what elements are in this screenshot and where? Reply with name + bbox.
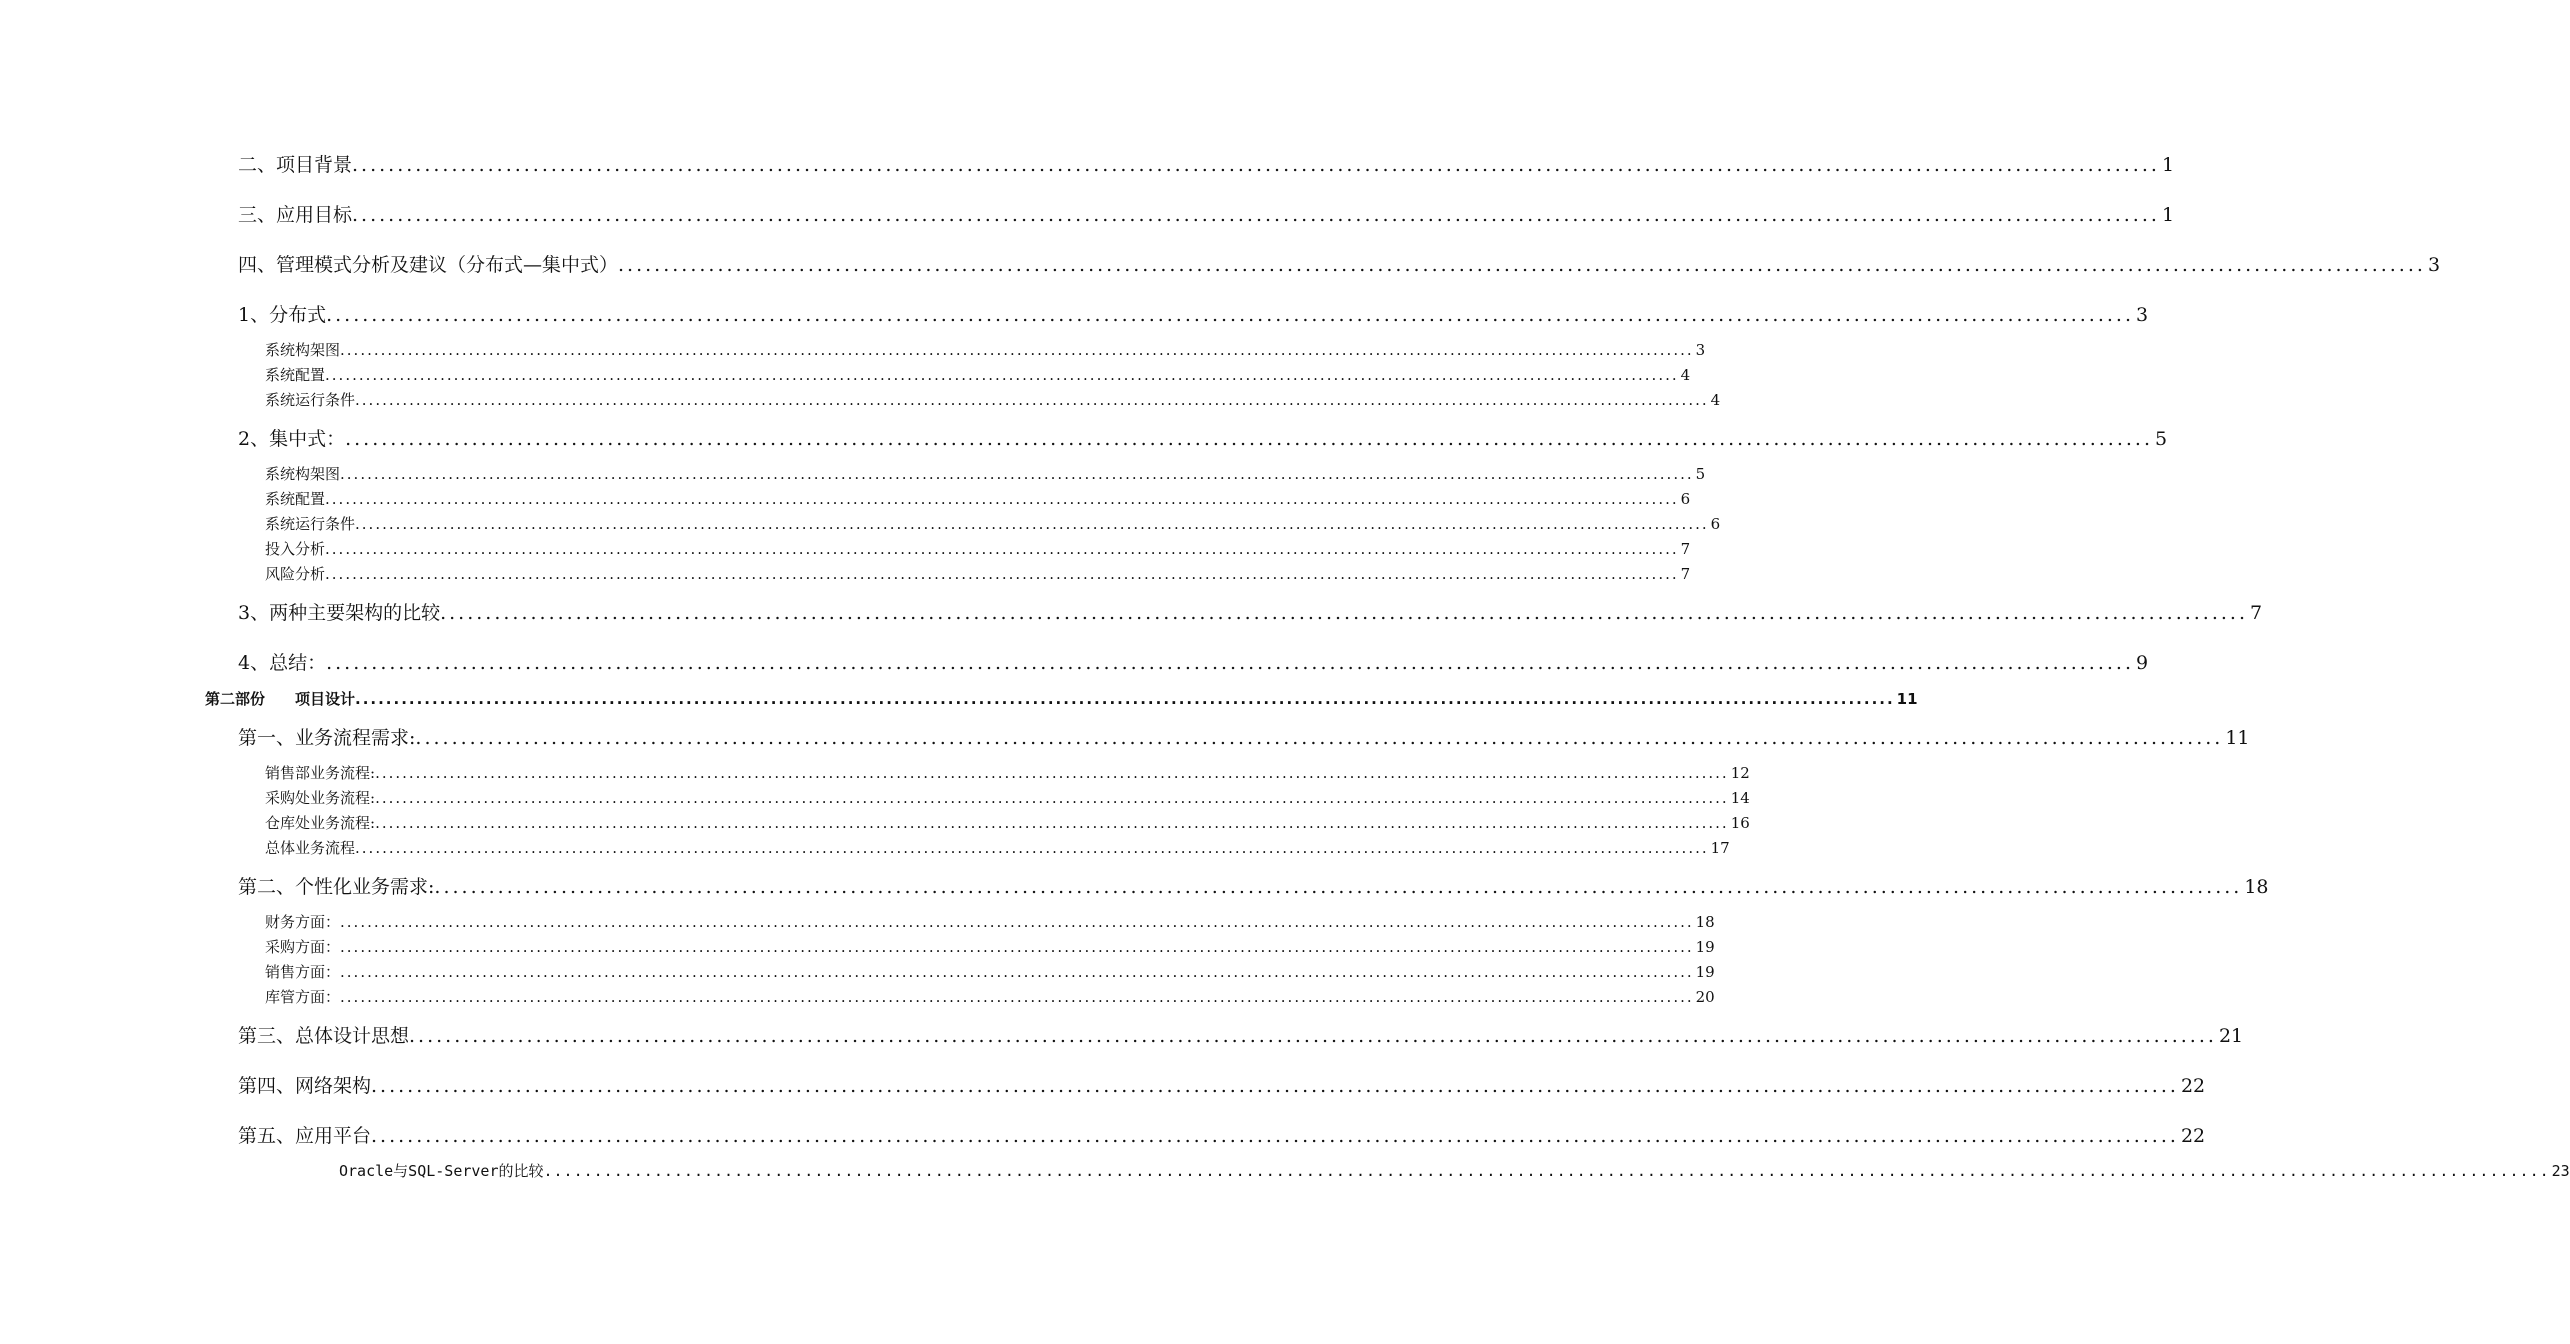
toc-leader-dots: ........................................................................................................................................................................................................ <box>326 652 2135 674</box>
toc-entry-title: 风险分析 <box>265 565 326 583</box>
toc-page-number: 17 <box>1710 839 1730 857</box>
toc-leader-dots: ........................................................................................................................................................................................................ <box>325 565 1679 583</box>
toc-page-number: 18 <box>2244 876 2269 898</box>
toc-entry[interactable] <box>265 364 1691 385</box>
toc-leader-dots: ........................................................................................................................................................................................................ <box>409 1025 2217 1047</box>
toc-entry-title: 系统构架图 <box>265 465 341 483</box>
toc-entry[interactable] <box>205 688 1918 709</box>
toc-leader-dots: ........................................................................................................................................................................................................ <box>340 963 1694 981</box>
toc-entry[interactable] <box>265 538 1691 559</box>
toc-entry[interactable] <box>339 1160 2570 1181</box>
toc-entry-title: 四、管理模式分析及建议（分布式—集中式） <box>238 254 619 276</box>
toc-entry[interactable] <box>238 424 2168 451</box>
toc-entry-title: 系统运行条件 <box>265 515 356 533</box>
toc-entry-title: 总体业务流程 <box>265 839 356 857</box>
toc-leader-dots: ........................................................................................................................................................................................................ <box>415 727 2224 749</box>
toc-entry-title: 1、分布式 <box>238 304 327 326</box>
toc-entry[interactable] <box>265 513 1721 534</box>
toc-entry-title: 采购处业务流程: <box>265 789 376 807</box>
toc-entry-title: 系统配置 <box>265 490 326 508</box>
toc-entry-title: 第一、业务流程需求: <box>238 727 416 749</box>
toc-page-number: 3 <box>2136 304 2149 326</box>
toc-entry-title: 2、集中式： <box>238 428 346 450</box>
toc-entry[interactable] <box>265 762 1750 783</box>
toc-entry-title: 二、项目背景 <box>238 154 353 176</box>
toc-entry-title: 系统构架图 <box>265 341 341 359</box>
toc-page-number: 14 <box>1730 789 1750 807</box>
toc-entry-title: 三、应用目标 <box>238 204 353 226</box>
toc-leader-dots: ........................................................................................................................................................................................................ <box>352 204 2160 226</box>
toc-entry-title: 财务方面： <box>265 913 341 931</box>
toc-entry[interactable] <box>265 787 1750 808</box>
toc-page-number: 7 <box>2250 602 2263 624</box>
toc-leader-dots: ........................................................................................................................................................................................................ <box>543 1162 2550 1180</box>
toc-entry[interactable] <box>265 986 1715 1007</box>
toc-entry-title: 系统运行条件 <box>265 391 356 409</box>
toc-entry[interactable] <box>265 463 1706 484</box>
toc-entry-title: 销售方面： <box>265 963 341 981</box>
toc-page-number: 16 <box>1730 814 1750 832</box>
toc-entry[interactable] <box>265 563 1691 584</box>
toc-entry-title: 第五、应用平台 <box>238 1125 372 1147</box>
toc-page-number: 12 <box>1730 764 1750 782</box>
toc-page-number: 6 <box>1680 490 1691 508</box>
toc-entry[interactable] <box>238 598 2263 625</box>
toc-entry[interactable] <box>238 200 2175 227</box>
toc-entry-title: 采购方面： <box>265 938 341 956</box>
toc-page-number: 1 <box>2161 204 2175 226</box>
toc-entry[interactable] <box>265 339 1706 360</box>
toc-entry[interactable] <box>265 936 1715 957</box>
toc-leader-dots: ........................................................................................................................................................................................................ <box>325 490 1679 508</box>
toc-entry[interactable] <box>238 150 2175 177</box>
toc-entry-title: 第四、网络架构 <box>238 1075 372 1097</box>
toc-leader-dots: ........................................................................................................................................................................................................ <box>345 428 2154 450</box>
toc-entry[interactable] <box>238 300 2149 327</box>
toc-leader-dots: ........................................................................................................................................................................................................ <box>355 515 1709 533</box>
toc-leader-dots: ........................................................................................................................................................................................................ <box>371 1075 2179 1097</box>
toc-leader-dots: ........................................................................................................................................................................................................ <box>375 789 1729 807</box>
toc-entry[interactable] <box>265 812 1750 833</box>
toc-leader-dots: ........................................................................................................................................................................................................ <box>371 1125 2179 1147</box>
toc-entry-title: 投入分析 <box>265 540 326 558</box>
toc-leader-dots: ........................................................................................................................................................................................................ <box>340 465 1694 483</box>
toc-leader-dots: ........................................................................................................................................................................................................ <box>355 839 1709 857</box>
toc-entry-title: 库管方面： <box>265 988 341 1006</box>
toc-page-number: 4 <box>1680 366 1691 384</box>
toc-entry[interactable] <box>265 911 1715 932</box>
toc-leader-dots: ........................................................................................................................................................................................................ <box>340 341 1694 359</box>
toc-entry[interactable] <box>265 488 1691 509</box>
toc-entry[interactable] <box>238 648 2149 675</box>
toc-leader-dots: ........................................................................................................................................................................................................ <box>440 602 2249 624</box>
toc-entry[interactable] <box>238 250 2441 277</box>
toc-page-number: 19 <box>1695 963 1715 981</box>
toc-entry[interactable] <box>238 872 2269 899</box>
toc-page-number: 4 <box>1710 391 1721 409</box>
toc-page-number: 3 <box>2427 254 2441 276</box>
toc-entry[interactable] <box>238 1021 2244 1048</box>
toc-entry[interactable] <box>265 961 1715 982</box>
toc-page-number: 5 <box>1695 465 1706 483</box>
toc-page-number: 1 <box>2161 154 2175 176</box>
toc-leader-dots: ........................................................................................................................................................................................................ <box>352 154 2160 176</box>
toc-entry-title: 仓库处业务流程: <box>265 814 376 832</box>
toc-entry-title: 第三、总体设计思想 <box>238 1025 410 1047</box>
toc-entry[interactable] <box>238 1071 2206 1098</box>
toc-entry-title: 4、总结： <box>238 652 327 674</box>
toc-entry[interactable] <box>238 723 2250 750</box>
toc-page-number: 3 <box>1695 341 1706 359</box>
toc-page-number: 5 <box>2155 428 2168 450</box>
toc-page-number: 21 <box>2218 1025 2244 1047</box>
toc-page-number: 11 <box>1896 690 1918 708</box>
toc-entry-title: 第二、个性化业务需求: <box>238 876 435 898</box>
toc-leader-dots: ........................................................................................................................................................................................................ <box>375 764 1729 782</box>
toc-page-number: 11 <box>2225 727 2250 749</box>
toc-leader-dots: ........................................................................................................................................................................................................ <box>618 254 2426 276</box>
toc-leader-dots: ........................................................................................................................................................................................................ <box>325 540 1679 558</box>
toc-page-number: 20 <box>1695 988 1715 1006</box>
toc-leader-dots: ........................................................................................................................................................................................................ <box>434 876 2243 898</box>
toc-page-number: 18 <box>1695 913 1715 931</box>
toc-leader-dots: ........................................................................................................................................................................................................ <box>340 913 1694 931</box>
toc-page-number: 7 <box>1680 565 1691 583</box>
toc-entry[interactable] <box>265 389 1721 410</box>
toc-leader-dots: ........................................................................................................................................................................................................ <box>375 814 1729 832</box>
toc-leader-dots: ........................................................................................................................................................................................................ <box>340 988 1694 1006</box>
toc-page-number: 19 <box>1695 938 1715 956</box>
toc-page-number: 23 <box>2551 1162 2570 1180</box>
toc-leader-dots: ........................................................................................................................................................................................................ <box>355 690 1895 708</box>
toc-page-number: 22 <box>2180 1075 2206 1097</box>
toc-entry-title: Oracle与SQL-Server的比较 <box>339 1162 544 1180</box>
toc-leader-dots: ........................................................................................................................................................................................................ <box>325 366 1679 384</box>
toc-entry-title: 3、两种主要架构的比较 <box>238 602 441 624</box>
toc-entry[interactable] <box>238 1121 2206 1148</box>
toc-entry-title: 系统配置 <box>265 366 326 384</box>
toc-entry-title: 第二部份 项目设计 <box>205 690 356 708</box>
toc-leader-dots: ........................................................................................................................................................................................................ <box>340 938 1694 956</box>
toc-leader-dots: ........................................................................................................................................................................................................ <box>355 391 1709 409</box>
toc-leader-dots: ........................................................................................................................................................................................................ <box>326 304 2135 326</box>
toc-entry[interactable] <box>265 837 1730 858</box>
toc-page-number: 7 <box>1680 540 1691 558</box>
toc-page-number: 6 <box>1710 515 1721 533</box>
toc-page-number: 22 <box>2180 1125 2206 1147</box>
toc-entry-title: 销售部业务流程: <box>265 764 376 782</box>
toc-page-number: 9 <box>2136 652 2149 674</box>
